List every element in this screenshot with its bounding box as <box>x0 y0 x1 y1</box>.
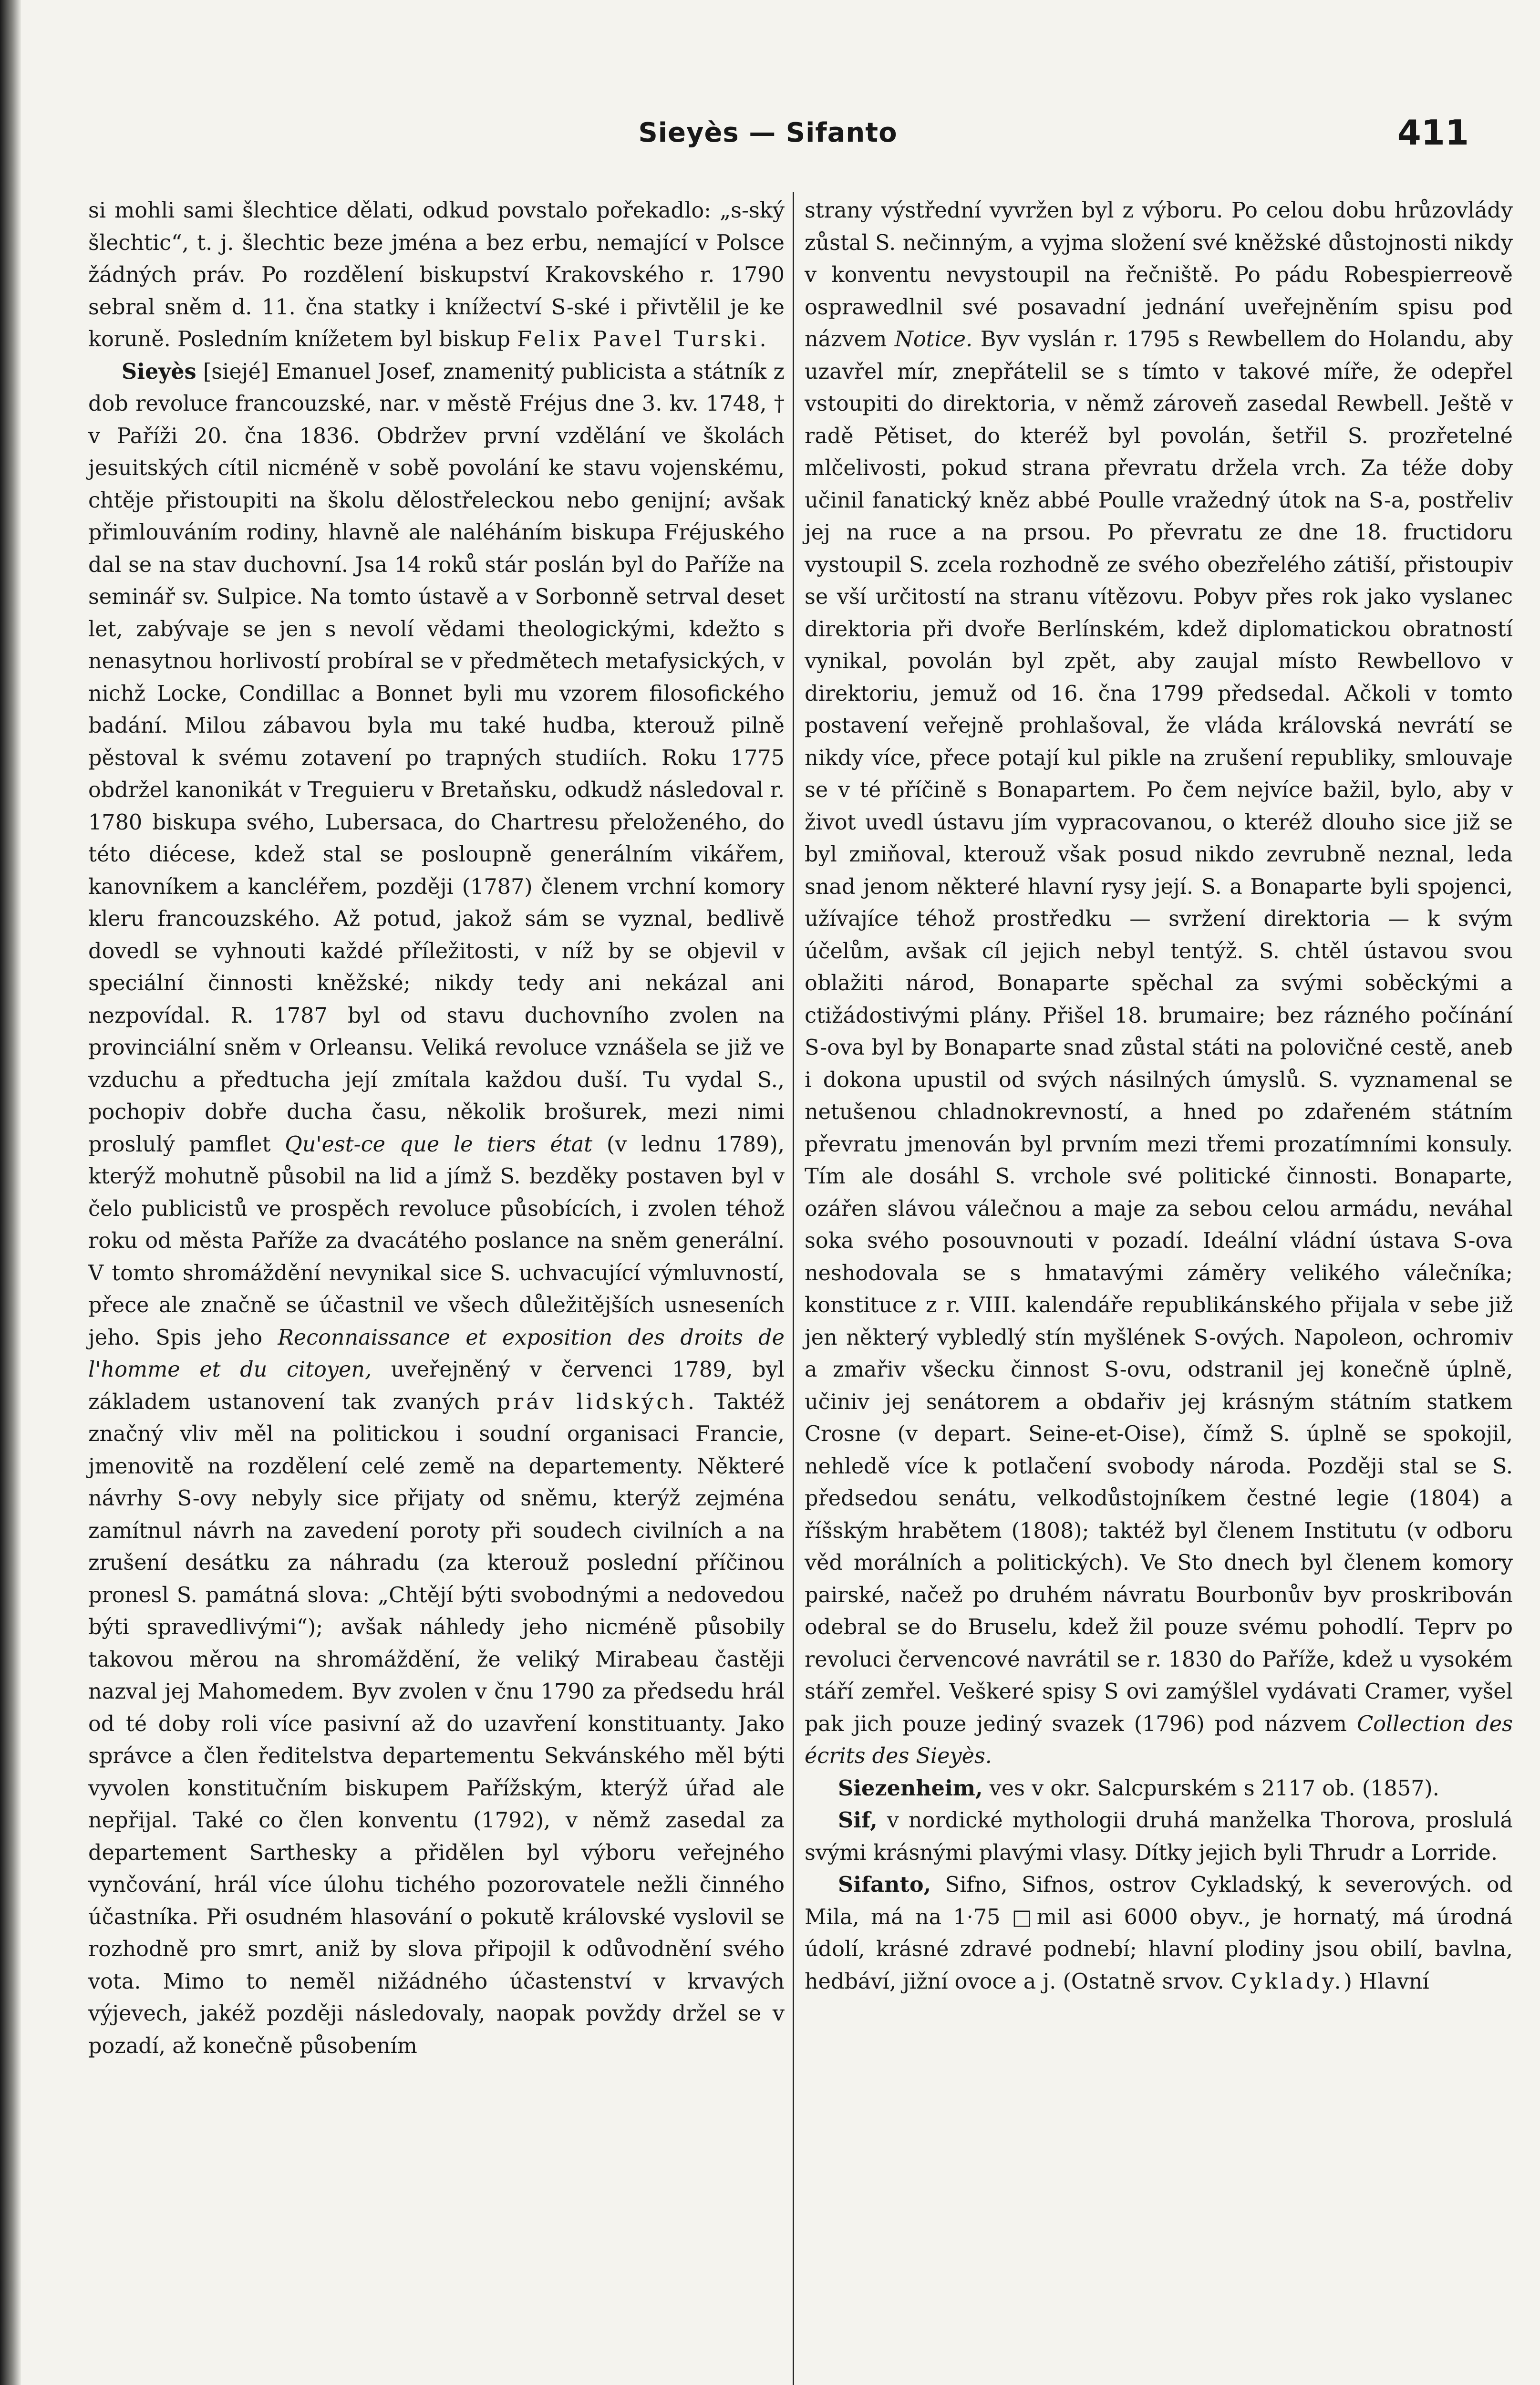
entry-headword: Siezenheim, <box>838 1775 983 1801</box>
entry-text: Emanuel Josef, znamenitý publicista a státník z dob revoluce francouzské, nar. v městě Fréjus dne 3. kv. 1748, † v Paříži 20. čna 1836. Obdržev první vzdělání ve školách jesuitských cítil nicméně v sobě povolání ke stavu vojenskému, chtěje přistoupiti na školu dělostřeleckou nebo genijní; avšak přimlouváním rodiny, hlavně ale naléháním biskupa Fréjuského dal se na stav duchovní. Jsa 14 roků stár poslán byl do Paříže na seminář sv. Sulpice. Na tomto ústavě a v Sorbonně setrval deset let, zabývaje se jen s nevolí vědami theologickými, kdežto s nenasytnou horlivostí probíral se v předmětech metafysických, v nichž Locke, Condillac a Bonnet byli mu vzorem filosofického badání. Milou zábavou byla mu také hudba, kterouž pilně pěstoval k svému zotavení po trapných studiích. Roku 1775 obdržel kanonikát v Treguieru v Bretaňsku, odkudž následoval r. 1780 biskupa svého, Lubersaca, do Chartresu přeloženého, do této diécese, kdež stal se posloupně generálním vikářem, kanovníkem a kancléřem, později (1787) členem vrchní komory kleru francouzského. Až potud, jakož sám se vyznal, bedlivě dovedl se vyhnouti každé příležitosti, v níž by se objevil v speciální činnosti kněžské; nikdy tedy ani nekázal ani nezpovídal. R. 1787 byl od stavu duchovního zvolen na provinciální sněm v Orleansu. Veliká revoluce vznášela se již ve vzduchu a předtucha její zmítala každou duší. Tu vydal S., pochopiv dobře ducha času, několik brošurek, mezi nimi proslulý pamflet <box>88 359 785 1157</box>
italic-title: Collection des écrits des Sieyès. <box>805 1711 1513 1768</box>
column-divider <box>793 192 794 2385</box>
entry-sif <box>805 1804 1513 1869</box>
entry-text-cont: Byv vyslán r. 1795 s Rewbellem do Holandu, aby uzavřel mír, znepřátelil se s tímto v takové míře, že odepřel vstoupiti do direktoria, v němž zároveň zasedal Rewbell. Ještě v radě Pětiset, do kteréž byl povolán, šetřil S. prozřetelné mlčelivosti, pokud strana převratu držela vrch. Za téže doby učinil fanatický kněz abbé Poulle vražedný útok na S-a, postřeliv jej na ruce a na prsou. Po převratu ze dne 18. fructidoru vystoupil S. zcela rozhodně ze svého obezřelého zátiší, přistoupiv se vší určitostí na stranu vítězovu. Pobyv přes rok jako vyslanec direktoria při dvoře Berlínském, kdež diplomatickou obratností vynikal, povolán byl zpět, aby zaujal místo Rewbellovo v direktoriu, jemuž od 16. čna 1799 předsedal. Ačkoli v tomto postavení veřejně prohlašoval, že vláda královská nevrátí se nikdy více, přece potají kul pikle na zrušení republiky, smlouvaje se v té příčině s Bonapartem. Po čem nejvíce bažil, bylo, aby v život uvedl ústavu jím vypracovanou, o kteréž dlouho sice již se byl zmiňoval, kterouž však posud nikdo zevrubně neznal, leda snad jenom některé hlavní rysy její. S. a Bonaparte byli spojenci, užívajíce téhož prostředku — svržení direktoria — k svým účelům, avšak cíl jejich nebyl tentýž. S. chtěl ústavou svou oblažiti národ, Bonaparte spěchal za svými soběckými a ctižádostivými plány. Přišel 18. brumaire; bez rázného počínání S-ova byl by Bonaparte snad zůstal státi na polovičné cestě, aneb i dokona upustil od svých násilných úmyslů. S. vyznamenal se netušenou chladnokrevností, a hned po zdařeném státním převratu jmenován byl prvním mezi třemi prozatímními konsuly. Tím ale dosáhl S. vrchole své politické činnosti. Bonaparte, ozářen slávou válečnou a maje za sebou celou armádu, neváhal soka svého posouvnouti v pozadí. Ideální vládní ústava S-ova neshodovala se s hmatavými záměry velikého válečníka; konstituce z r. VIII. kalendáře republikánského přijala v sebe již jen některý vybledlý stín myšlének S-ových. Napoleon, ochromiv a zmařiv všecku činnost S-ovu, odstranil jej konečně úplně, učiniv jej senátorem a obdařiv jej krásným státním statkem Crosne (v depart. Seine-et-Oise), čímž S. úplně se spokojil, nehledě více k potlačení svobody národa. Později stal se S. předsedou senátu, velkodůstojníkem čestné legie (1804) a říšským hrabětem (1808); taktéž byl členem Institutu (v odboru věd morálních a politických). Ve Sto dnech byl členem komory pairské, načež po druhém návratu Bourbonův byv proskribován odebral se do Bruselu, kdež žil pouze svému pohodlí. Teprv po revoluci červencové navrátil se r. 1830 do Paříže, kdež u vysokém stáří zemřel. Veškeré spisy S ovi zamýšlel vydávati Cramer, vyšel pak jich pouze jediný svazek (1796) pod názvem <box>805 327 1513 1736</box>
entry-text-cont: (v lednu 1789), kterýž mohutně působil na lid a jímž S. bezděky postaven byl v čelo publicistů ve prospěch revoluce působících, i zvolen téhož roku od města Paříže za dvacátého poslance na sněm generální. V tomto shromáždění nevynikal sice S. uchvacující výmluvností, přece ale značně se účastnil ve všech důležitějších usneseních jeho. Spis jeho <box>88 1132 785 1350</box>
entry-headword: Sif, <box>838 1808 878 1833</box>
spaced-reference: Cyklady. <box>1230 1969 1344 1994</box>
entry-text: Sifno, Sifnos, ostrov Cykladský, k severových. od Mila, má na 1·75 □mil asi 6000 obyv., je hornatý, má úrodná údolí, krásné zdravé podnebí; hlavní plodiny jsou obilí, bavlna, hedbáví, jižní ovoce a j. (Ostatně srvov. <box>805 1873 1513 1994</box>
entry-headword: Sifanto, <box>838 1872 931 1897</box>
entry-text: ves v okr. Salcpurském s 2117 ob. (1857). <box>989 1776 1439 1801</box>
pronunciation: [siejé] <box>203 359 269 384</box>
entry-text: v nordické mythologii druhá manželka Thorova, proslulá svými krásnými plavými vlasy. Dítky jejich byli Thrudr a Lorride. <box>805 1808 1513 1865</box>
italic-title: Notice. <box>894 327 973 352</box>
entry-sieyes-continued <box>805 195 1513 1773</box>
entry-text: strany výstřední vyvržen byl z výboru. Po celou dobu hrůzovlády zůstal S. nečinným, a vyjma složení své kněžské důstojnosti nikdy v konventu nevystoupil na řečniště. Po pádu Robespierreově osprawedlnil své posavadní jednání uveřejněním spisu pod názvem <box>805 198 1513 352</box>
left-column <box>88 195 785 2062</box>
running-head: Sieyès — Sifanto <box>638 117 898 148</box>
entry-sifanto <box>805 1869 1513 1998</box>
paragraph-text: si mohli sami šlechtice dělati, odkud povstalo pořekadlo: „s-ský šlechtic“, t. j. šlechtic beze jména a bez erbu, nemající v Polsce žádných práv. Po rozdělení biskupství Krakovského r. 1790 sebral sněm d. 11. čna statky i knížectví S-ské i přivtělil je ke koruně. Posledním knížetem byl biskup <box>88 198 785 352</box>
paragraph-szlachta <box>88 195 785 356</box>
right-column <box>805 195 1513 1998</box>
entry-text-cont: Taktéž značný vliv měl na politickou i soudní organisaci Francie, jmenovitě na rozdělení celé země na departementy. Některé návrhy S-ovy nebyly sice přijaty od sněmu, kterýž zejména zamítnul návrh na zavedení poroty při soudech civilních a na zrušení desátku za náhradu (za kterouž poslední příčinou pronesl S. památná slova: „Chtějí býti svobodnými a nedovedou býti spravedlivými“); avšak náhledy jeho nicméně působily takovou měrou na shromáždění, že veliký Mirabeau častěji nazval jej Mahomedem. Byv zvolen v čnu 1790 za předsedu hrál od té doby roli více pasivní až do uzavření konstituanty. Jako správce a člen ředitelstva departementu Sekvánského měl býti vyvolen konstitučním biskupem Pařížským, kterýž úřad ale nepřijal. Také co člen konventu (1792), v němž zasedal za departement Sarthesky a přidělen byl výboru veřejného vynčování, hrál více úlohu tichého pozorovatele nežli činného účastníka. Při osudném hlasování o pokutě královské vyslovil se rozhodně pro smrt, aniž by slova připojil k odůvodnění svého vota. Mimo to neměl nižádného účastenství v krvavých výjevech, jakéž později následovaly, naopak povždy držel se v pozadí, až konečně působením <box>88 1390 785 2058</box>
entry-siezenheim <box>805 1773 1513 1805</box>
entry-text-end: ) Hlavní <box>1344 1969 1429 1994</box>
italic-title: Reconnaissance et exposition des droits de l'homme et du citoyen, <box>88 1325 785 1382</box>
page-edge-shadow-left <box>0 0 21 2385</box>
entry-text-cont: uveřejněný v červenci 1789, byl základem ustanovení tak zvaných <box>88 1358 785 1414</box>
spaced-name: Felix Pavel Turski. <box>517 327 769 352</box>
spaced-phrase: práv lidských. <box>496 1390 698 1414</box>
italic-title: Qu'est-ce que le tiers état <box>285 1132 593 1157</box>
entry-headword: Sieyès <box>122 359 196 384</box>
entry-sieyes <box>88 356 785 2063</box>
page-number: 411 <box>1397 113 1469 153</box>
